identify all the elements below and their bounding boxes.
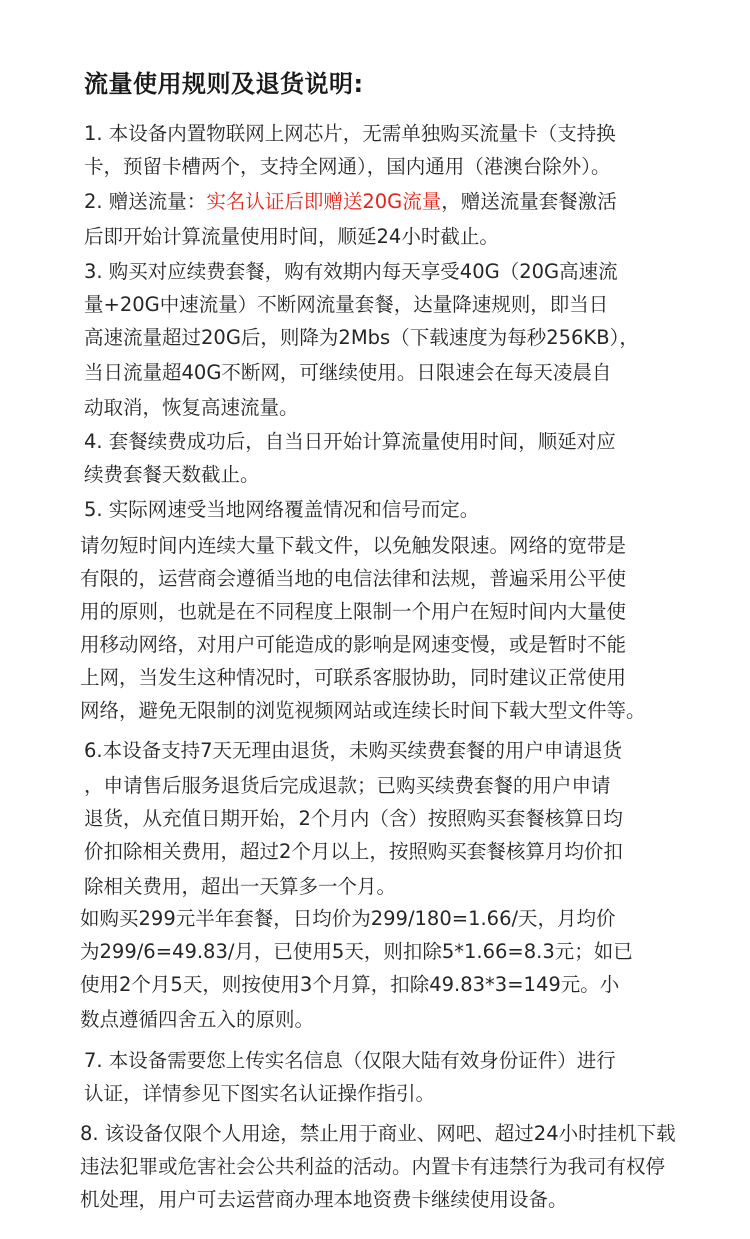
note-line3: 用的原则，也就是在不同程度上限制一个用户在短时间内大量使 (80, 600, 627, 623)
rule4-line1: 4. 套餐续费成功后，自当日开始计算流量使用时间，顺延对应 (84, 430, 616, 453)
note-line6: 网络，避免无限制的浏览视频网站或连续长时间下载大型文件等。 (80, 699, 646, 722)
rule8-line1: 8. 该设备仅限个人用途，禁止用于商业、网吧、超过24小时挂机下载 (80, 1122, 676, 1145)
example-line1: 如购买299元半年套餐，日均价为299/180=1.66/天，月均价 (80, 907, 616, 930)
rule4-line2: 续费套餐天数截止。 (84, 463, 260, 486)
example-line4: 数点遵循四舍五入的原则。 (80, 1008, 315, 1031)
rule3-line2: 量+20G中速流量）不断网流量套餐，达量降速规则，即当日 (84, 293, 609, 316)
rule3-line5: 动取消，恢复高速流量。 (84, 396, 299, 419)
note-line5: 上网，当发生这种情况时，可联系客服协助，同时建议正常使用 (80, 666, 627, 689)
note-line2: 有限的，运营商会遵循当地的电信法律和法规，普遍采用公平使 (80, 567, 627, 590)
page-title: 流量使用规则及退货说明: (84, 70, 364, 98)
rule3-line4: 当日流量超40G不断网，可继续使用。日限速会在每天凌晨自 (84, 361, 612, 384)
rule6-line3: 退货，从充值日期开始，2个月内（含）按照购买套餐核算日均 (84, 807, 623, 830)
rule7-line2: 认证，详情参见下图实名认证操作指引。 (84, 1082, 436, 1105)
rule8-line3: 机处理，用户可去运营商办理本地资费卡继续使用设备。 (80, 1188, 568, 1211)
note-line1: 请勿短时间内连续大量下载文件，以免触发限速。网络的宽带是 (80, 534, 627, 557)
example-line3: 使用2个月5天，则按使用3个月算，扣除49.83*3=149元。小 (80, 973, 620, 996)
rule2-suffix: ，赠送流量套餐激活 (441, 190, 617, 213)
rule3-line3: 高速流量超过20G后，则降为2Mbs（下载速度为每秒256KB）， (84, 326, 639, 349)
rule2-prefix: 2. 赠送流量： (84, 190, 207, 213)
rule5-line1: 5. 实际网速受当地网络覆盖情况和信号而定。 (84, 498, 480, 521)
rule7-line1: 7. 本设备需要您上传实名信息（仅限大陆有效身份证件）进行 (84, 1049, 616, 1072)
rule3-line1: 3. 购买对应续费套餐，购有效期内每天享受40G（20G高速流 (84, 260, 618, 283)
rule2-line2: 后即开始计算流量使用时间，顺延24小时截止。 (84, 225, 499, 248)
rule2-line1 (84, 192, 617, 212)
rule1-line2: 卡，预留卡槽两个，支持全网通），国内通用（港澳台除外）。 (84, 155, 611, 178)
rule6-line1: 6.本设备支持7天无理由退货，未购买续费套餐的用户申请退货 (84, 739, 623, 762)
rule6-line5: 除相关费用，超出一天算多一个月。 (84, 875, 397, 898)
rule6-line4: 价扣除相关费用，超过2个月以上，按照购买套餐核算月均价扣 (84, 840, 623, 863)
rule1-line1: 1. 本设备内置物联网上网芯片，无需单独购买流量卡（支持换 (84, 122, 616, 145)
rule2-highlight: 实名认证后即赠送20G流量 (206, 190, 442, 213)
rule8-line2: 违法犯罪或危害社会公共利益的活动。内置卡有违禁行为我司有权停 (80, 1155, 666, 1178)
rule6-line2: ，申请售后服务退货后完成退款；已购买续费套餐的用户申请 (84, 774, 611, 797)
example-line2: 为299/6=49.83/月，已使用5天，则扣除5*1.66=8.3元；如已 (80, 940, 633, 963)
note-line4: 用移动网络，对用户可能造成的影响是网速变慢，或是暂时不能 (80, 633, 627, 656)
